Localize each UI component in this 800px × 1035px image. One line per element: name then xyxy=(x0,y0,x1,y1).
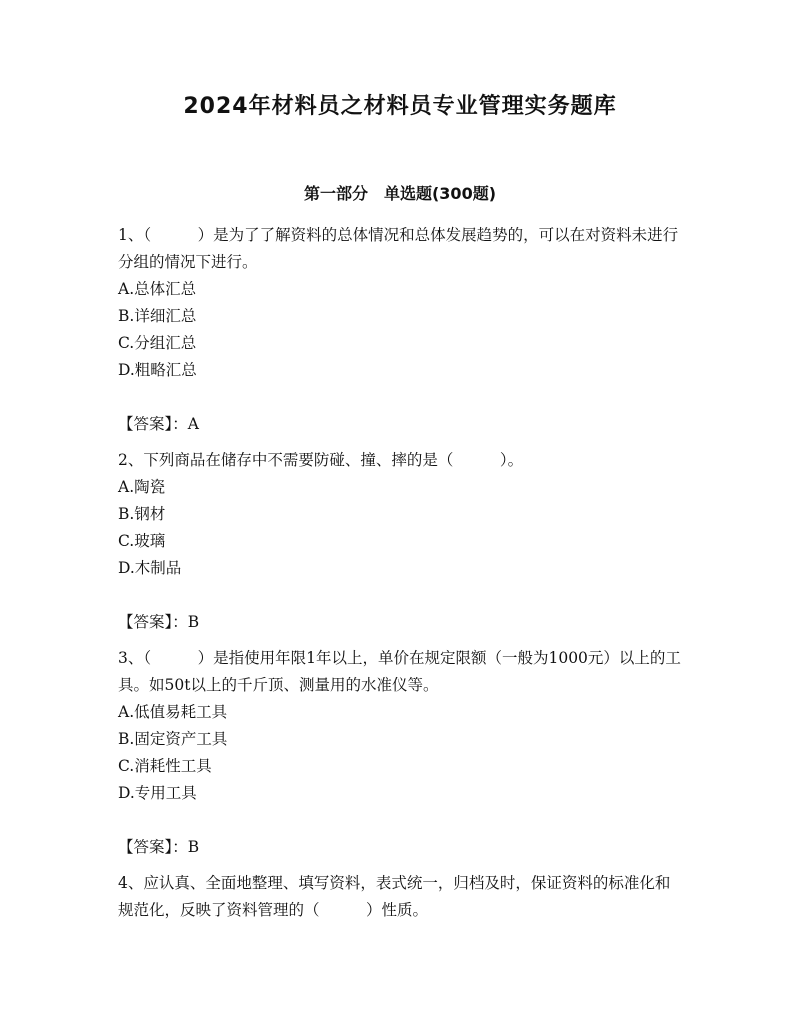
option-d: D.粗略汇总 xyxy=(118,361,197,379)
answer-value: A xyxy=(187,415,199,433)
option-a: A.总体汇总 xyxy=(118,280,197,298)
option-d: D.专用工具 xyxy=(118,784,197,802)
answer-line xyxy=(118,411,682,438)
question-1 xyxy=(118,222,682,438)
answer-value: B xyxy=(187,613,200,631)
document-title: 2024年材料员之材料员专业管理实务题库 xyxy=(183,94,617,119)
question-2 xyxy=(118,447,682,636)
answer-value: B xyxy=(187,838,200,856)
answer-label: 【答案】： xyxy=(118,838,188,856)
question-stem: 1、（ ）是为了了解资料的总体情况和总体发展趋势的，可以在对资料未进行分组的情况下进行。 xyxy=(118,226,679,271)
option-a: A.陶瓷 xyxy=(118,478,166,496)
question-stem: 3、（ ）是指使用年限1年以上，单价在规定限额（一般为1000元）以上的工具。如50t以上的千斤顶、测量用的水准仪等。 xyxy=(118,649,681,694)
answer-label: 【答案】： xyxy=(118,415,188,433)
option-b: B.固定资产工具 xyxy=(118,730,228,748)
option-b: B.详细汇总 xyxy=(118,307,197,325)
question-stem: 4、应认真、全面地整理、填写资料，表式统一，归档及时，保证资料的标准化和规范化，反映了资料管理的（ ）性质。 xyxy=(118,874,671,919)
option-b: B.钢材 xyxy=(118,505,166,523)
option-c: C.消耗性工具 xyxy=(118,757,212,775)
option-d: D.木制品 xyxy=(118,559,182,577)
answer-label: 【答案】： xyxy=(118,613,188,631)
option-c: C.分组汇总 xyxy=(118,334,197,352)
option-a: A.低值易耗工具 xyxy=(118,703,228,721)
section-heading: 第一部分 单选题(300题) xyxy=(303,184,497,203)
answer-line xyxy=(118,609,682,636)
question-3 xyxy=(118,645,682,861)
question-list xyxy=(118,222,682,924)
question-4 xyxy=(118,870,682,924)
option-c: C.玻璃 xyxy=(118,532,166,550)
answer-line xyxy=(118,834,682,861)
question-stem: 2、下列商品在储存中不需要防碰、撞、摔的是（ ）。 xyxy=(118,451,524,469)
